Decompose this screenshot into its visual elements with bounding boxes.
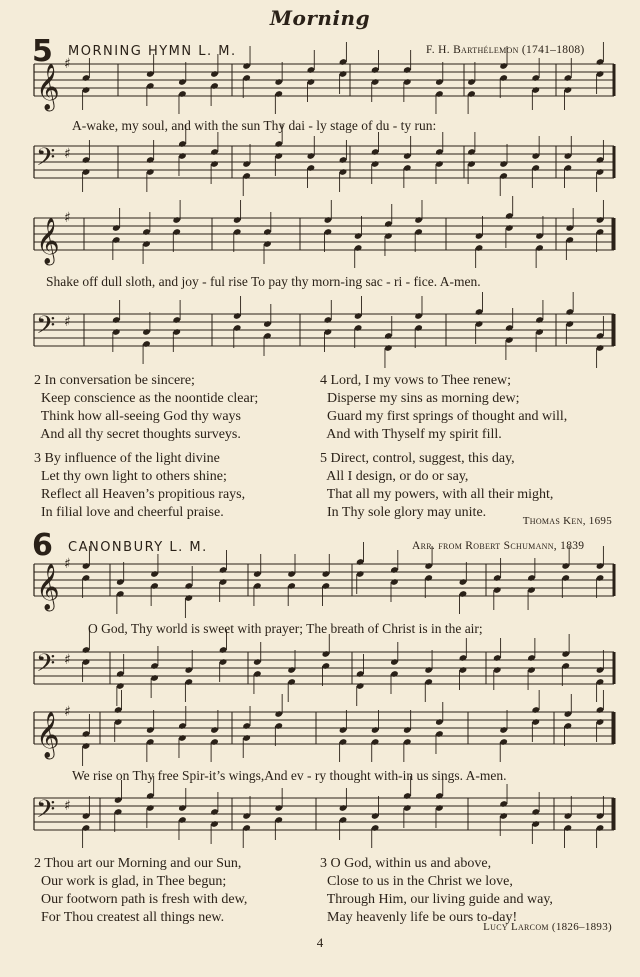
svg-text:♯: ♯ [64,146,71,162]
author-credit: Lucy Larcom (1826–1893) [483,921,612,933]
tune-name: MORNING HYMN L. M. [68,44,237,59]
verse: 3 By influence of the light divine Let thy own light to others shine; Reflect all Heaven’s propitious rays, In filial love and cheerful praise. [34,451,246,520]
verse: 2 Thou art our Morning and our Sun, Our work is glad, in Thee begun; Our footworn path is fresh with dew, For Thou createst all things new. [34,856,248,925]
hymn-number: 6 [32,528,53,563]
svg-text:♯: ♯ [64,704,71,720]
music-system [0,558,640,608]
svg-text:♯: ♯ [64,798,71,814]
music-system [0,212,640,262]
svg-text:𝄞: 𝄞 [36,564,60,610]
author-credit: Thomas Ken, 1695 [522,515,612,527]
composer-credit: F. H. Barthélemon (1741–1808) [426,44,585,56]
svg-text:♯: ♯ [64,210,71,226]
verse: 3 O God, within us and above, Close to us in the Christ we love, Through Him, our living guide and way, May heavenly life be ours to-day! [320,856,553,925]
svg-text:𝄞: 𝄞 [36,712,60,758]
lyrics-line: A-wake, my soul, and with the sun Thy dai - ly stage of du - ty run: [72,118,437,133]
section-title: Morning [269,6,371,30]
composer-credit: Arr. from Robert Schumann, 1839 [412,540,585,552]
svg-text:𝄢: 𝄢 [36,311,56,346]
svg-text:𝄞: 𝄞 [36,64,60,110]
svg-text:♯: ♯ [64,556,71,572]
lyrics-line: Shake off dull sloth, and joy - ful rise To pay thy morn-ing sac - ri - fice. A-men. [46,274,481,289]
verse: 2 In conversation be sincere; Keep conscience as the noontide clear; Think how all-seeing God thy ways And all thy secret thoughts surveys. [34,373,259,442]
lyrics-line: O God, Thy world is sweet with prayer; The breath of Christ is in the air; [88,621,483,636]
lyrics-line: We rise on Thy free Spir-it’s wings,And ev - ry thought with-in us sings. A-men. [72,768,507,783]
svg-text:♯: ♯ [64,652,71,668]
music-system [0,706,640,756]
hymn-number: 5 [32,34,53,69]
music-system [0,790,640,840]
page-number: 4 [316,935,324,950]
tune-name: CANONBURY L. M. [68,540,208,555]
svg-text:𝄢: 𝄢 [36,795,56,830]
music-system [0,646,640,696]
svg-text:♯: ♯ [64,56,71,72]
verse: 5 Direct, control, suggest, this day, All I design, or do or say, That all my powers, with all their might, In Thy sole glory may unite. [320,451,554,520]
music-system [0,306,640,356]
svg-text:♯: ♯ [64,314,71,330]
music-system [0,138,640,188]
svg-text:𝄢: 𝄢 [36,143,56,178]
music-system [0,58,640,108]
svg-text:𝄞: 𝄞 [36,218,60,264]
verse: 4 Lord, I my vows to Thee renew; Disperse my sins as morning dew; Guard my first springs of thought and will, And with Thyself my spirit fill. [320,373,568,442]
svg-text:𝄢: 𝄢 [36,649,56,684]
